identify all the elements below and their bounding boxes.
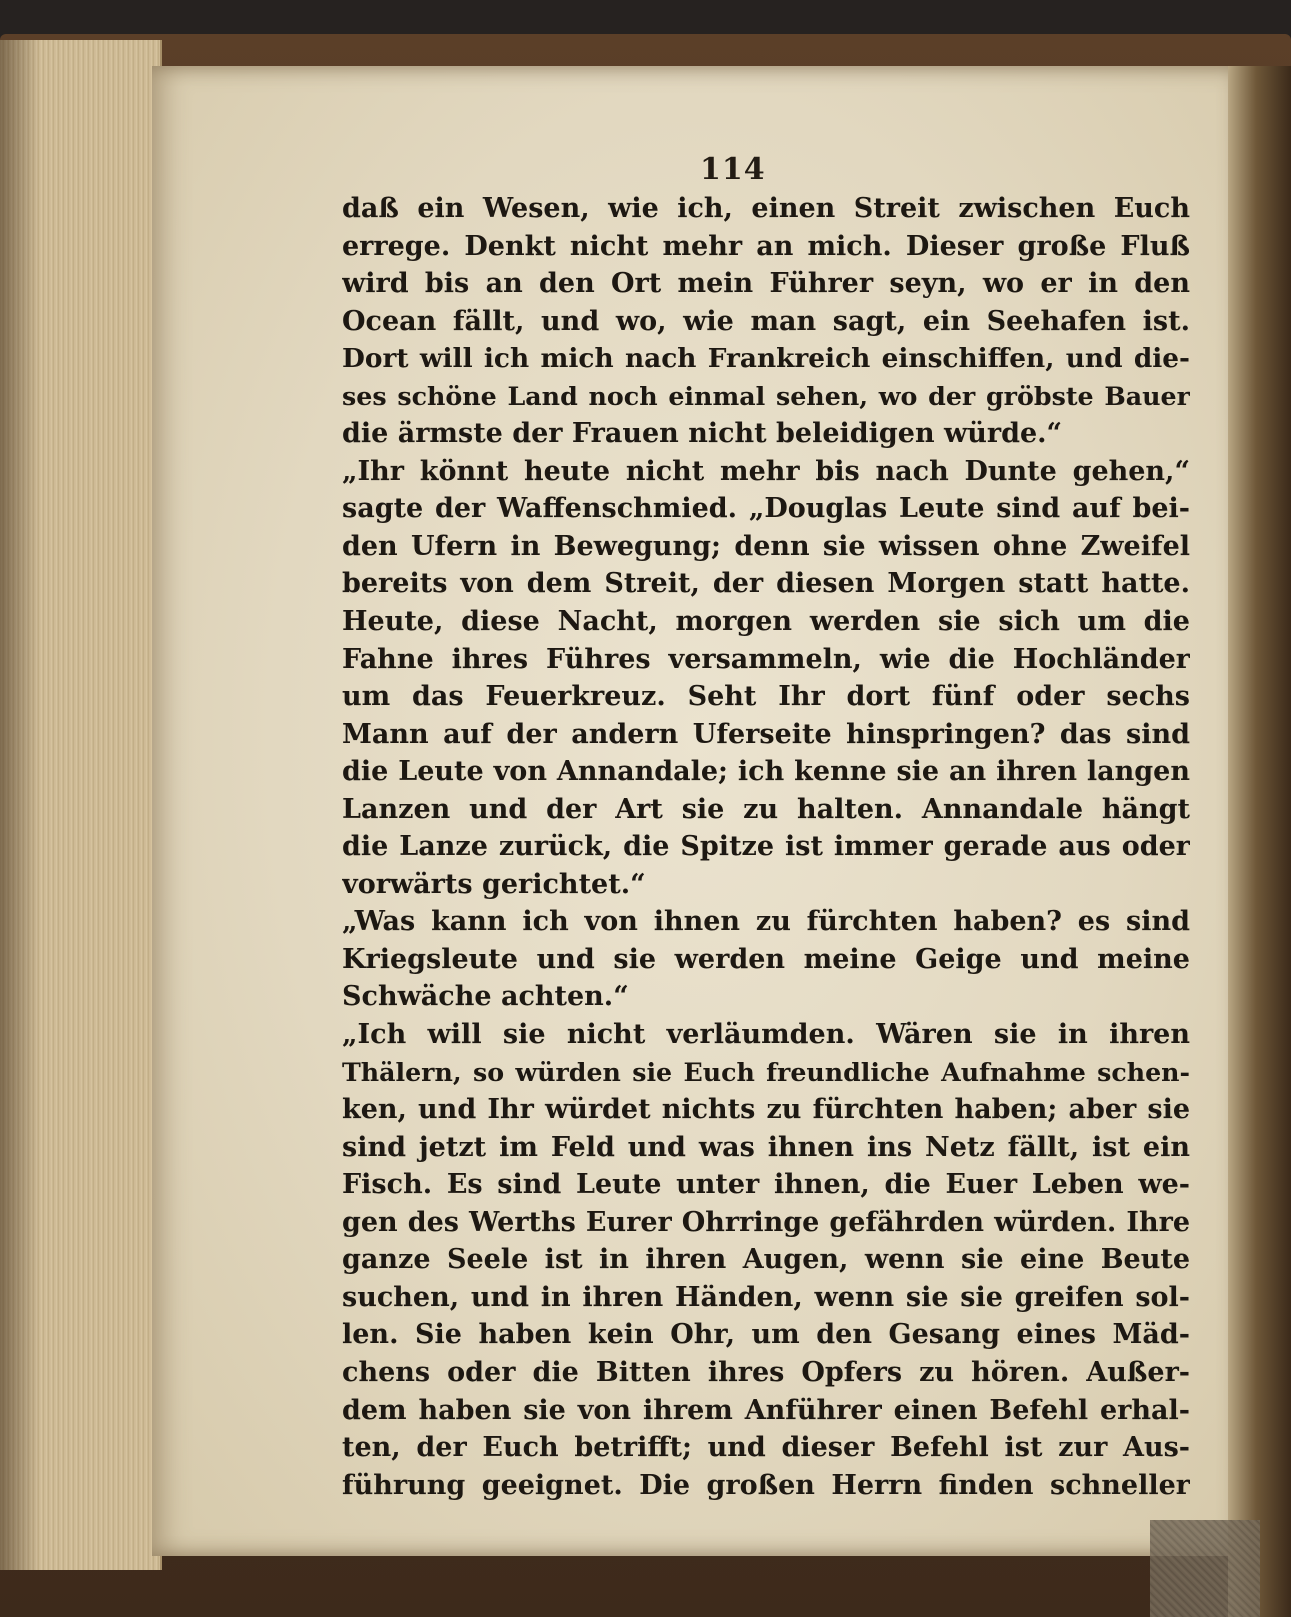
page-number: 114 — [700, 152, 766, 187]
text-line: vorwärts gerichtet.“ — [342, 868, 646, 900]
text-line: den Ufern in Bewegung; denn sie wissen ohne Zweifel — [342, 530, 1190, 562]
text-line: gen des Werths Eurer Ohrringe gefährden würden. Ihre — [342, 1206, 1190, 1238]
text-line: dem haben sie von ihrem Anführer einen Befehl erhal- — [342, 1394, 1190, 1426]
text-line: suchen, und in ihren Händen, wenn sie sie greifen sol- — [342, 1281, 1190, 1313]
text-line: chens oder die Bitten ihres Opfers zu hören. Außer- — [342, 1356, 1190, 1388]
text-line: Schwäche achten.“ — [342, 981, 629, 1013]
text-line: ken, und Ihr würdet nichts zu fürchten haben; aber sie — [342, 1094, 1190, 1126]
text-line: um das Feuerkreuz. Seht Ihr dort fünf oder sechs — [342, 681, 1190, 713]
text-line: die Leute von Annandale; ich kenne sie an ihren langen — [342, 756, 1190, 788]
text-line: „Was kann ich von ihnen zu fürchten haben? es sind — [342, 906, 1190, 938]
text-line: „Ihr könnt heute nicht mehr bis nach Dunte gehen,“ — [342, 455, 1190, 487]
text-line: Heute, diese Nacht, morgen werden sie sich um die — [342, 606, 1190, 638]
page-text — [342, 190, 1190, 1504]
text-line: daß ein Wesen, wie ich, einen Streit zwischen Euch — [342, 193, 1190, 224]
text-line: Fahne ihres Führes versammeln, wie die Hochländer — [342, 643, 1190, 675]
text-line: wird bis an den Ort mein Führer seyn, wo er in den — [342, 268, 1190, 300]
text-line: Thälern, so würden sie Euch freundliche Aufnahme schen- — [342, 1056, 1190, 1087]
binding-cloth — [1150, 1520, 1260, 1617]
text-line: Kriegsleute und sie werden meine Geige und meine — [342, 943, 1190, 975]
text-line: Fisch. Es sind Leute unter ihnen, die Euer Leben we- — [342, 1169, 1190, 1201]
text-line: die Lanze zurück, die Spitze ist immer gerade aus oder — [342, 831, 1190, 863]
text-line: ten, der Euch betrifft; und dieser Befehl ist zur Aus- — [342, 1432, 1190, 1464]
page-edges-shadow — [0, 40, 40, 1570]
text-line: die ärmste der Frauen nicht beleidigen würde.“ — [342, 418, 1063, 450]
text-line: sagte der Waffenschmied. „Douglas Leute sind auf bei- — [342, 493, 1190, 525]
text-line: bereits von dem Streit, der diesen Morgen statt hatte. — [342, 568, 1190, 600]
text-line: len. Sie haben kein Ohr, um den Gesang eines Mäd- — [342, 1319, 1190, 1351]
text-line: Mann auf der andern Uferseite hinspringen? das sind — [342, 718, 1190, 750]
page-gutter — [1228, 66, 1291, 1617]
text-line: ses schöne Land noch einmal sehen, wo der gröbste Bauer — [342, 380, 1190, 411]
text-line: Dort will ich mich nach Frankreich einschiffen, und die- — [342, 343, 1190, 375]
text-line: Lanzen und der Art sie zu halten. Annandale hängt — [342, 793, 1190, 825]
text-line: führung geeignet. Die großen Herrn finden schneller — [342, 1469, 1190, 1501]
text-line: sind jetzt im Feld und was ihnen ins Netz fällt, ist ein — [342, 1131, 1190, 1163]
text-line: ganze Seele ist in ihren Augen, wenn sie eine Beute — [342, 1244, 1190, 1276]
text-line: „Ich will sie nicht verläumden. Wären sie in ihren — [342, 1019, 1190, 1051]
text-line: errege. Denkt nicht mehr an mich. Dieser große Fluß — [342, 230, 1190, 262]
text-line: Ocean fällt, und wo, wie man sagt, ein Seehafen ist. — [342, 305, 1190, 337]
